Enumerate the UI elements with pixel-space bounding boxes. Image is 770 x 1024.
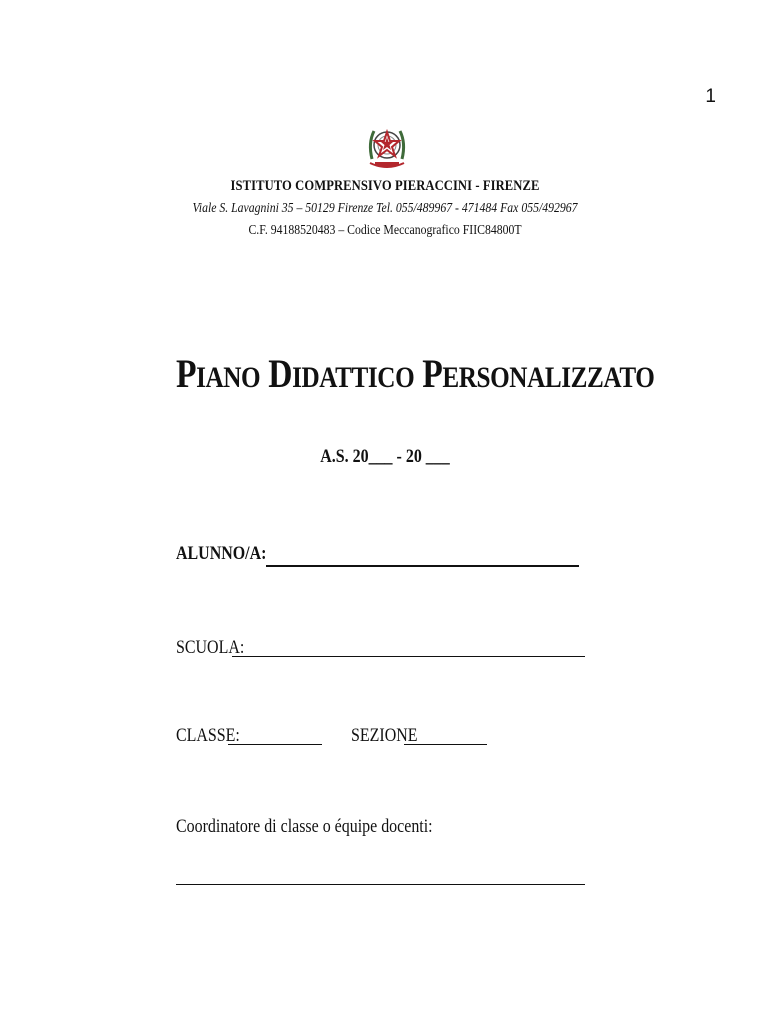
scuola-label: SCUOLA: [176,637,245,658]
coordinatore-field[interactable] [176,884,585,885]
coordinatore-label: Coordinatore di classe o équipe docenti: [176,816,433,837]
italian-republic-emblem-icon [366,119,408,171]
school-year: A.S. 20___ - 20 ___ [320,446,450,467]
title-rest-3: ERSONALIZZATO [442,361,655,394]
title-rest-2: IDATTICO [292,361,415,394]
title-initial-3: P [422,351,443,396]
document-title [176,350,654,397]
alunno-field[interactable] [266,565,579,567]
classe-field[interactable] [228,744,322,745]
alunno-label: ALUNNO/A: [176,543,267,564]
title-rest-1: IANO [196,361,261,394]
sezione-field[interactable] [404,744,487,745]
classe-label: CLASSE: [176,725,240,746]
title-initial-2: D [268,351,293,396]
title-initial-1: P [176,351,197,396]
scuola-field[interactable] [232,656,585,657]
page-number: 1 [705,86,716,107]
sezione-label: SEZIONE [351,725,418,746]
institution-codes: C.F. 94188520483 – Codice Meccanografico FIIC84800T [248,223,522,238]
institution-address: Viale S. Lavagnini 35 – 50129 Firenze Tel. 055/489967 - 471484 Fax 055/492967 [192,201,578,216]
institution-name: ISTITUTO COMPRENSIVO PIERACCINI - FIRENZE [230,178,540,194]
